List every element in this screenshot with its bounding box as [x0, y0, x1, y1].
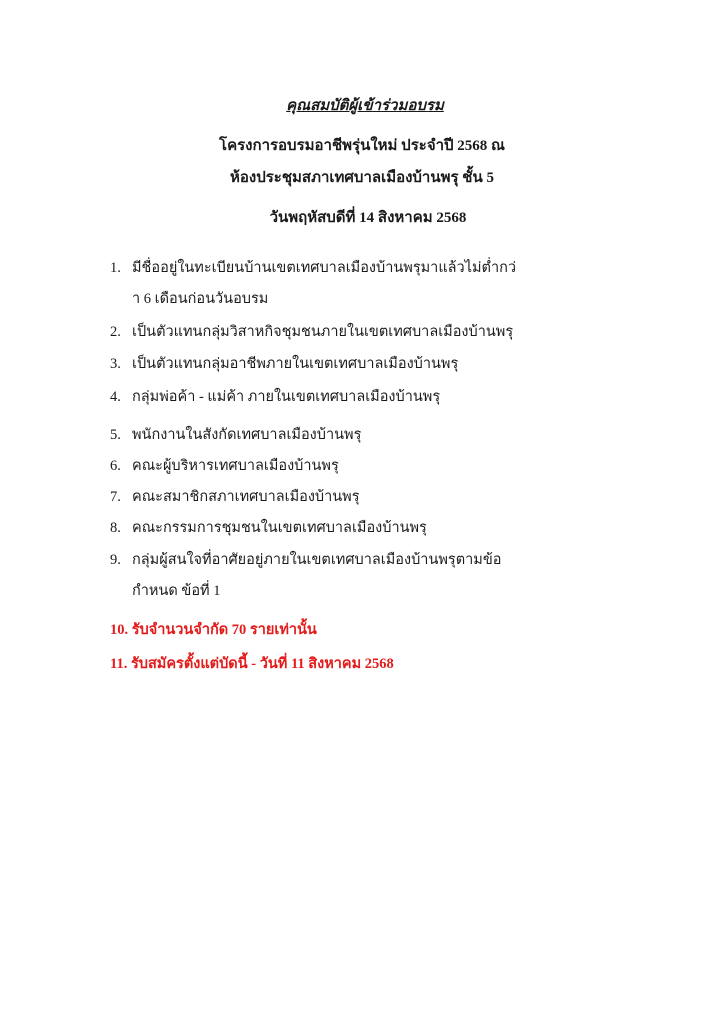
item-text-continued: า 6 เดือนก่อนวันอบรม: [132, 291, 269, 307]
item-text: กลุ่มผู้สนใจที่อาศัยอยู่ภายในเขตเทศบาลเมืองบ้านพรุตามข้อ: [132, 552, 502, 568]
list-item: [110, 387, 670, 407]
item-text-continued: กำหนด ข้อที่ 1: [132, 583, 221, 599]
item-number: 1.: [110, 260, 121, 276]
item-text: เป็นตัวแทนกลุ่มอาชีพภายในเขตเทศบาลเมืองบ้านพรุ: [132, 356, 459, 372]
item-text: คณะกรรมการชุมชนในเขตเทศบาลเมืองบ้านพรุ: [132, 520, 427, 536]
item-number: 4.: [110, 389, 121, 405]
item-number: 8.: [110, 520, 121, 536]
item-number: 10.: [110, 622, 129, 638]
list-item-highlight: [110, 620, 670, 640]
item-number: 9.: [110, 552, 121, 568]
item-text: พนักงานในสังกัดเทศบาลเมืองบ้านพรุ: [132, 427, 362, 443]
item-text: คณะสมาชิกสภาเทศบาลเมืองบ้านพรุ: [132, 489, 360, 505]
item-text: กลุ่มพ่อค้า - แม่ค้า ภายในเขตเทศบาลเมืองบ้านพรุ: [132, 389, 441, 405]
item-number: 2.: [110, 324, 121, 340]
event-date: วันพฤหัสบดีที่ 14 สิงหาคม 2568: [269, 210, 467, 226]
list-item: [110, 258, 670, 307]
list-item: [110, 518, 670, 538]
list-item: [110, 322, 670, 342]
venue: ห้องประชุมสภาเทศบาลเมืองบ้านพรุ ชั้น 5: [230, 170, 494, 186]
item-text: คณะผู้บริหารเทศบาลเมืองบ้านพรุ: [132, 458, 339, 474]
project-name: โครงการอบรมอาชีพรุ่นใหม่ ประจำปี 2568 ณ: [219, 138, 505, 154]
item-number: 3.: [110, 356, 121, 372]
item-text: รับจำนวนจำกัด 70 รายเท่านั้น: [131, 622, 317, 638]
list-item: [110, 425, 670, 445]
item-text: มีชื่ออยู่ในทะเบียนบ้านเขตเทศบาลเมืองบ้านพรุมาแล้วไม่ต่ำกว่: [132, 260, 517, 276]
item-number: 5.: [110, 427, 121, 443]
list-item: [110, 354, 670, 374]
item-number: 11.: [110, 656, 128, 672]
list-item: [110, 550, 670, 599]
item-number: 6.: [110, 458, 121, 474]
item-text: รับสมัครตั้งแต่บัดนี้ - วันที่ 11 สิงหาคม 2568: [130, 656, 394, 672]
item-number: 7.: [110, 489, 121, 505]
item-text: เป็นตัวแทนกลุ่มวิสาหกิจชุมชนภายในเขตเทศบาลเมืองบ้านพรุ: [132, 324, 514, 340]
document-title: คุณสมบัติผู้เข้าร่วมอบรม: [286, 98, 444, 114]
list-item-highlight: [110, 654, 670, 674]
list-item: [110, 487, 670, 507]
list-item: [110, 456, 670, 476]
